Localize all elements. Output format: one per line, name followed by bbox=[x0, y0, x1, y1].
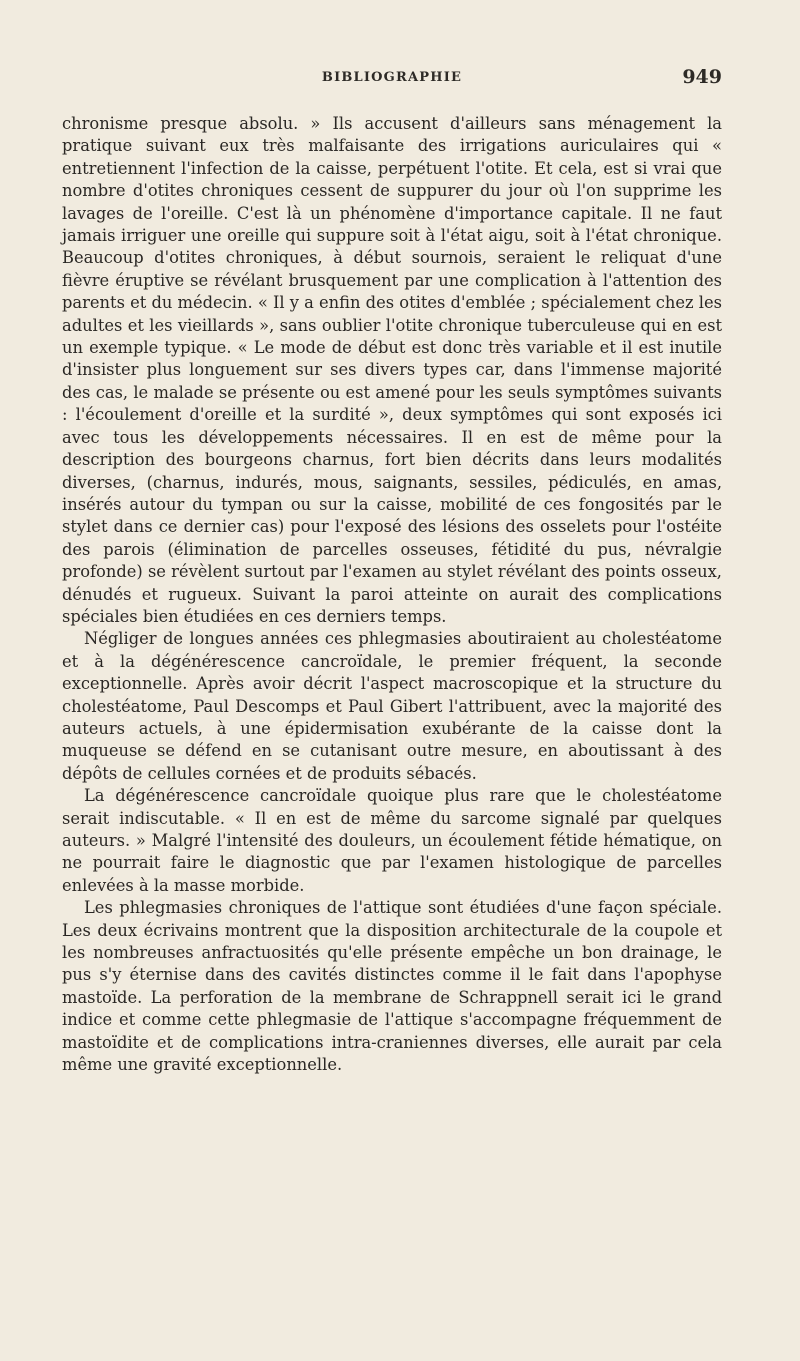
running-head bbox=[62, 66, 722, 92]
running-title: BIBLIOGRAPHIE bbox=[321, 70, 463, 85]
paragraph-4: Les phlegmasies chroniques de l'attique sont étudiées d'une façon spéciale. Les deux écrivains montrent que la disposition architecturale de la coupole et les nombreuses anfractuosités qu'elle présente empêche un bon drainage, le pus s'y éternise dans des cavités distinctes comme il le fait dans l'apophyse mastoïde. La perforation de la membrane de Schrappnell serait ici le grand indice et comme cette phlegmasie de l'attique s'accompagne fréquemment de mastoïdite et de complications intra-craniennes diverses, elle aurait par cela même une gravité exceptionnelle. bbox=[62, 898, 722, 1075]
paragraph-1: chronisme presque absolu. » Ils accusent d'ailleurs sans ménagement la pratique suivant eux très malfaisante des irrigations auriculaires qui « entretiennent l'infection de la caisse, perpétuent l'otite. Et cela, est si vrai que nombre d'otites chroniques cessent de suppurer du jour où l'on supprime les lavages de l'oreille. C'est là un phénomène d'importance capitale. Il ne faut jamais irriguer une oreille qui suppure soit à l'état aigu, soit à l'état chronique. Beaucoup d'otites chroniques, à début sournois, seraient le reliquat d'une fièvre éruptive se révélant brusquement par une complication à l'attention des parents et du médecin. « Il y a enfin des otites d'emblée ; spécialement chez les adultes et les vieillards », sans oublier l'otite chronique tuberculeuse qui en est un exemple typique. « Le mode de début est donc très variable et il est inutile d'insister plus longuement sur ses divers types car, dans l'immense majorité des cas, le malade se présente ou est amené pour les seuls symptômes suivants : l'écoulement d'oreille et la surdité », deux symptômes qui sont exposés ici avec tous les développements nécessaires. Il en est de même pour la description des bourgeons charnus, fort bien décrits dans leurs modalités diverses, (charnus, indurés, mous, saignants, sessiles, pédiculés, en amas, insérés autour du tympan ou sur la caisse, mobilité de ces fongosités par le stylet dans ce dernier cas) pour l'exposé des lésions des osselets pour l'ostéite des parois (élimination de parcelles osseuses, fétidité du pus, névralgie profonde) se révèlent surtout par l'examen au stylet révélant des points osseux, dénudés et rugueux. Suivant la paroi atteinte on aurait des complications spéciales bien étudiées en ces derniers temps. bbox=[62, 114, 722, 626]
paragraph-3: La dégénérescence cancroïdale quoique plus rare que le cholestéatome serait indiscutable. « Il en est de même du sarcome signalé par quelques auteurs. » Malgré l'intensité des douleurs, un écoulement fétide hématique, on ne pourrait faire le diagnostic que par l'examen histologique de parcelles enlevées à la masse morbide. bbox=[62, 786, 722, 895]
page-number: 949 bbox=[682, 66, 722, 88]
body-text bbox=[62, 113, 722, 1076]
paragraph-2: Négliger de longues années ces phlegmasies aboutiraient au cholestéatome et à la dégénérescence cancroïdale, le premier fréquent, la seconde exceptionnelle. Après avoir décrit l'aspect macroscopique et la structure du cholestéatome, Paul Descomps et Paul Gibert l'attribuent, avec la majorité des auteurs actuels, à une épidermisation exubérante de la caisse dont la muqueuse se défend en se cutanisant outre mesure, en aboutissant à des dépôts de cellules cornées et de produits sébacés. bbox=[62, 629, 722, 783]
